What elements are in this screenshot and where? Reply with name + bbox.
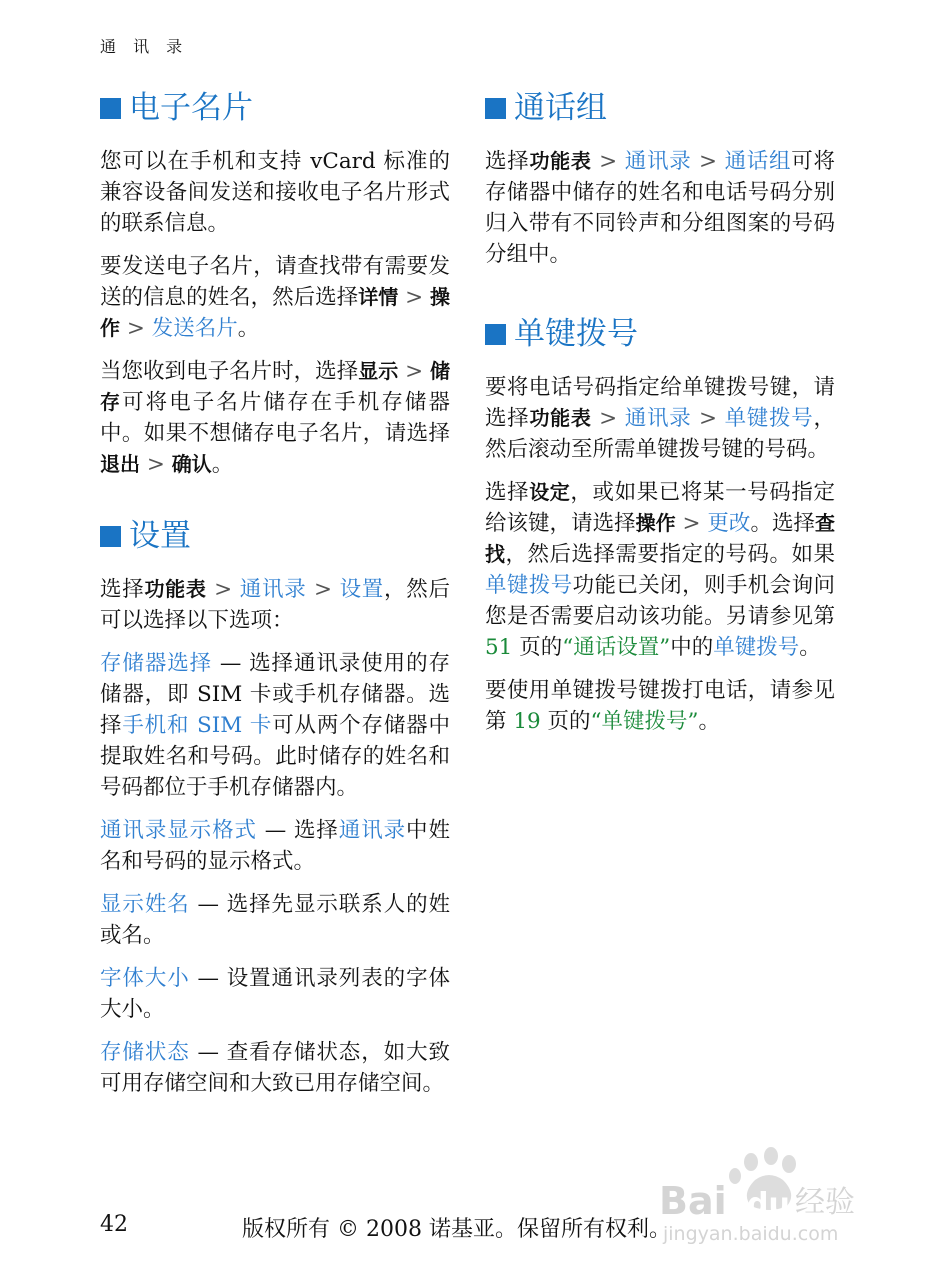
option-description: 存储器选择 — 选择通讯录使用的存储器，即 SIM 卡或手机存储器。选择手机和 SIM 卡可从两个存储器中提取姓名和号码。此时储存的姓名和号码都位于手机存储器内。: [100, 651, 450, 800]
cross-reference-link: “通话设置”: [562, 635, 671, 660]
menu-term: 储存: [100, 359, 451, 414]
option-description: 显示姓名 — 选择先显示联系人的姓或名。: [100, 892, 450, 948]
svg-text:jingyan.baidu.com: jingyan.baidu.com: [663, 1223, 839, 1245]
heading-bullet-square: [100, 98, 121, 119]
option-link: 发送名片: [151, 316, 238, 341]
option-link: 通讯录: [624, 406, 692, 431]
section-heading: [485, 88, 835, 128]
menu-term: 操作: [100, 285, 451, 340]
option-link: 通讯录: [624, 149, 692, 174]
option-link: 通讯录: [239, 577, 307, 602]
paragraph: 选择设定，或如果已将某一号码指定给该键，请选择操作 > 更改。选择查找，然后选择需要指定的号码。如果单键拨号功能已关闭，则手机会询问您是否需要启动该功能。另请参见第 51 页的“通话设置”中的单键拨号。: [485, 480, 835, 660]
section-settings: [100, 516, 450, 1099]
baidu-jingyan-watermark-logo: [655, 1140, 875, 1250]
right-column: [485, 88, 835, 773]
left-column: [100, 88, 450, 1135]
option-term: 存储器选择: [100, 651, 213, 676]
svg-text:经验: 经验: [795, 1185, 855, 1220]
heading-text: 单键拨号: [514, 316, 638, 352]
menu-term: 功能表: [529, 149, 592, 173]
menu-term: 显示: [358, 359, 399, 383]
cross-reference-link: 19: [513, 709, 541, 734]
option-link: 通话组: [724, 149, 792, 174]
svg-text:du: du: [747, 1187, 790, 1222]
paragraph: 要发送电子名片，请查找带有需要发送的信息的姓名，然后选择详情 > 操作 > 发送名片。: [100, 254, 451, 341]
menu-term: 功能表: [529, 406, 592, 430]
option-description: 存储状态 — 查看存储状态，如大致可用存储空间和大致已用存储空间。: [100, 1040, 450, 1096]
menu-term: 退出: [100, 452, 140, 476]
paragraph: 选择功能表 > 通讯录 > 通话组可将存储器中储存的姓名和电话号码分别归入带有不同铃声和分组图案的号码分组中。: [485, 149, 835, 267]
running-header: 通 讯 录: [100, 37, 189, 56]
section-business-card: [100, 88, 450, 480]
heading-bullet-square: [485, 324, 506, 345]
menu-term: 设定: [529, 480, 571, 504]
option-link: 更改: [707, 511, 751, 536]
heading-bullet-square: [485, 98, 506, 119]
paragraph: 要将电话号码指定给单键拨号键，请选择功能表 > 通讯录 > 单键拨号，然后滚动至所需单键拨号键的号码。: [485, 375, 835, 462]
heading-text: 通话组: [514, 90, 607, 126]
heading-bullet-square: [100, 526, 121, 547]
svg-text:Bai: Bai: [659, 1179, 727, 1223]
paragraph: 您可以在手机和支持 vCard 标准的兼容设备间发送和接收电子名片形式的联系信息。: [100, 149, 450, 236]
option-link: 单键拨号: [485, 573, 573, 598]
menu-term: 详情: [358, 285, 399, 309]
option-link: 单键拨号: [724, 406, 814, 431]
option-term: 显示姓名: [100, 892, 190, 917]
option-term: 存储状态: [100, 1040, 190, 1065]
menu-term: 功能表: [144, 577, 207, 601]
section-heading: [100, 88, 450, 128]
cross-reference-link: “单键拨号”: [590, 709, 699, 734]
menu-term: 操作: [635, 511, 676, 535]
menu-term: 确认: [171, 452, 212, 476]
heading-text: 设置: [129, 518, 191, 554]
option-term: 字体大小: [100, 966, 190, 991]
section-speed-dial: [485, 314, 835, 737]
page-number: 42: [100, 1212, 128, 1237]
option-description: 通讯录显示格式 — 选择通讯录中姓名和号码的显示格式。: [100, 818, 450, 874]
paragraph: 选择功能表 > 通讯录 > 设置，然后可以选择以下选项：: [100, 577, 450, 633]
copyright-notice: 版权所有 © 2008 诺基亚。保留所有权利。: [242, 1217, 671, 1242]
paragraph: 要使用单键拨号键拨打电话，请参见第 19 页的“单键拨号”。: [485, 678, 835, 734]
option-link: 手机和 SIM 卡: [122, 713, 273, 738]
section-caller-groups: [485, 88, 835, 270]
cross-reference-link: 51: [485, 635, 513, 660]
paragraph: 当您收到电子名片时，选择显示 > 储存可将电子名片储存在手机存储器中。如果不想储存电子名片，请选择退出 > 确认。: [100, 359, 451, 477]
section-heading: [485, 314, 835, 354]
option-link: 通讯录: [338, 818, 407, 843]
option-link: 单键拨号: [713, 635, 800, 660]
heading-text: 电子名片: [129, 90, 253, 126]
section-heading: [100, 516, 450, 556]
option-term: 通讯录显示格式: [100, 818, 257, 843]
option-link: 设置: [339, 577, 385, 602]
option-description: 字体大小 — 设置通讯录列表的字体大小。: [100, 966, 450, 1022]
menu-term: 查找: [485, 511, 835, 566]
